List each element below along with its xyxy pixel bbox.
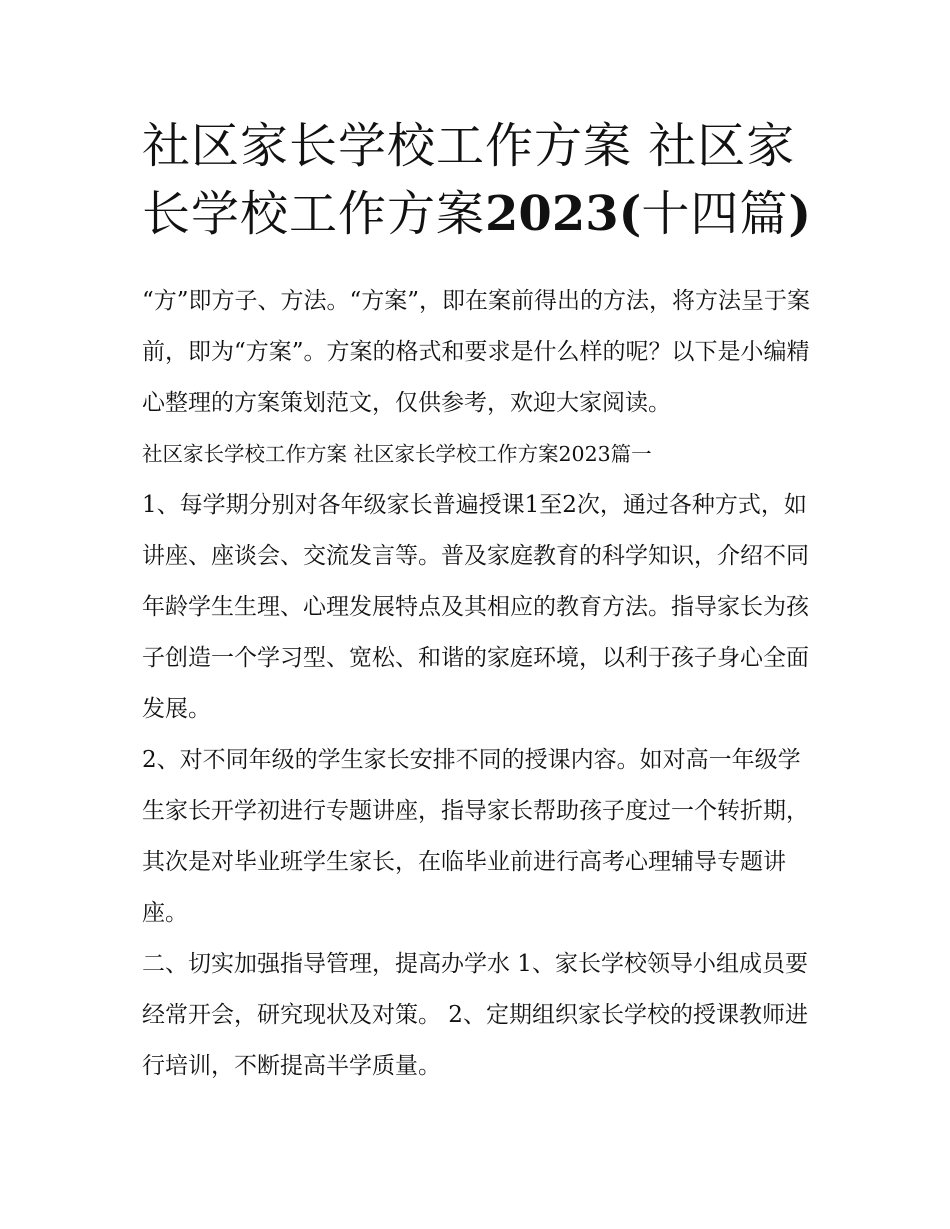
title-year: 2023( [485,186,642,242]
title-close: ) [788,186,812,242]
item-2-paragraph: 2、对不同年级的学生家长安排不同的授课内容。如对高一年级学生家长开学初进行专题讲座，指导家长帮助孩子度过一个转折期，其次是对毕业班学生家长，在临毕业前进行高考心理辅导专题讲座。 [142,747,809,926]
document-body [142,276,822,1092]
title-count: 十四篇 [641,186,789,242]
intro-paragraph: “方”即方子、方法。“方案”，即在案前得出的方法，将方法呈于案前，即为“方案”。方案的格式和要求是什么样的呢？以下是小编精心整理的方案策划范文，仅供参考，欢迎大家阅读。 [142,288,811,416]
section-heading: 社区家长学校工作方案 社区家长学校工作方案2023篇一 [142,442,652,466]
document-title [142,112,832,248]
item-1-paragraph: 1、每学期分别对各年级家长普遍授课1至2次，通过各种方式，如讲座、座谈会、交流发言等。普及家庭教育的科学知识，介绍不同年龄学生生理、心理发展特点及其相应的教育方法。指导家长为孩子创造一个学习型、宽松、和谐的家庭环境，以利于孩子身心全面发展。 [142,492,809,722]
title-text: 社区家长学校工作方案 社区家长学校工作方案 [142,118,796,242]
section-2-paragraph: 二、切实加强指导管理，提高办学水 1、家长学校领导小组成员要经常开会，研究现状及对策。 2、定期组织家长学校的授课教师进行培训，不断提高半学质量。 [142,951,808,1079]
